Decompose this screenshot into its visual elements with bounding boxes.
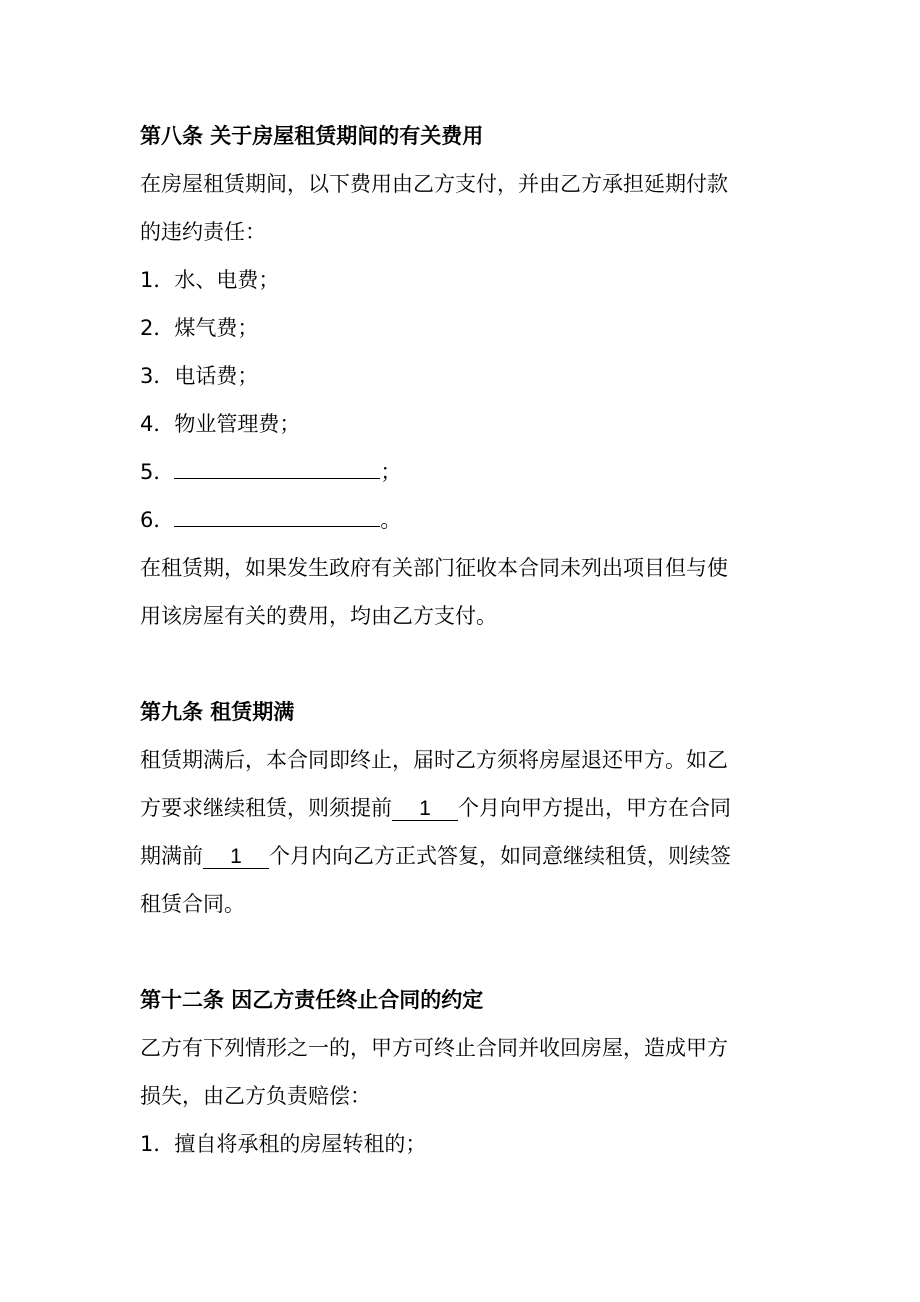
list-item [140,304,800,352]
article-9-line-2-post: 个月向甲方提出，甲方在合同 [458,796,731,820]
article-9-heading: 第九条 租赁期满 [140,700,295,724]
list-item [140,1120,800,1168]
article-8-heading: 第八条 关于房屋租赁期间的有关费用 [140,124,484,148]
list-item-number: 5． [140,460,175,484]
list-item-text: 水、电费； [174,268,280,292]
article-9-line-3 [140,832,800,880]
list-item-number: 6． [140,508,175,532]
document-page [140,112,800,1168]
article-8-outro-line-1: 在租赁期，如果发生政府有关部门征收本合同未列出项目但与使 [140,556,728,580]
fill-in-blank [174,456,380,479]
article-9-line-3-pre: 期满前 [140,844,203,868]
list-item [140,352,800,400]
list-item-text: 物业管理费； [174,412,301,436]
list-item-number: 2． [140,316,175,340]
article-9-line-1: 租赁期满后，本合同即终止，届时乙方须将房屋退还甲方。如乙 [140,748,728,772]
list-item-blank [140,496,800,544]
list-item-text: 擅自将承租的房屋转租的； [174,1132,427,1156]
filled-blank-months: 1 [203,846,269,869]
article-12-heading: 第十二条 因乙方责任终止合同的约定 [140,988,484,1012]
list-item [140,256,800,304]
article-8-intro-line-2: 的违约责任： [140,220,266,244]
article-9-line-2-pre: 方要求继续租赁，则须提前 [140,796,392,820]
filled-blank-months: 1 [392,798,458,821]
fill-in-blank [174,504,380,527]
list-item-end-punct: ； [380,460,402,484]
list-item-end-punct: 。 [380,508,402,532]
list-item [140,400,800,448]
list-item-number: 3． [140,364,175,388]
list-item-number: 4． [140,412,175,436]
list-item-text: 煤气费； [174,316,259,340]
article-12-line-1: 乙方有下列情形之一的，甲方可终止合同并收回房屋，造成甲方 [140,1036,728,1060]
article-9-line-3-post: 个月内向乙方正式答复，如同意继续租赁，则续签 [269,844,731,868]
article-9-line-4: 租赁合同。 [140,892,245,916]
list-item-number: 1． [140,1132,175,1156]
article-8-intro-line-1: 在房屋租赁期间，以下费用由乙方支付，并由乙方承担延期付款 [140,172,728,196]
article-8-outro-line-2: 用该房屋有关的费用，均由乙方支付。 [140,604,497,628]
list-item-text: 电话费； [174,364,259,388]
list-item-blank [140,448,800,496]
article-9-line-2 [140,784,800,832]
section-spacer [140,928,800,976]
article-12-line-2: 损失，由乙方负责赔偿： [140,1084,371,1108]
list-item-number: 1． [140,268,175,292]
section-spacer [140,640,800,688]
